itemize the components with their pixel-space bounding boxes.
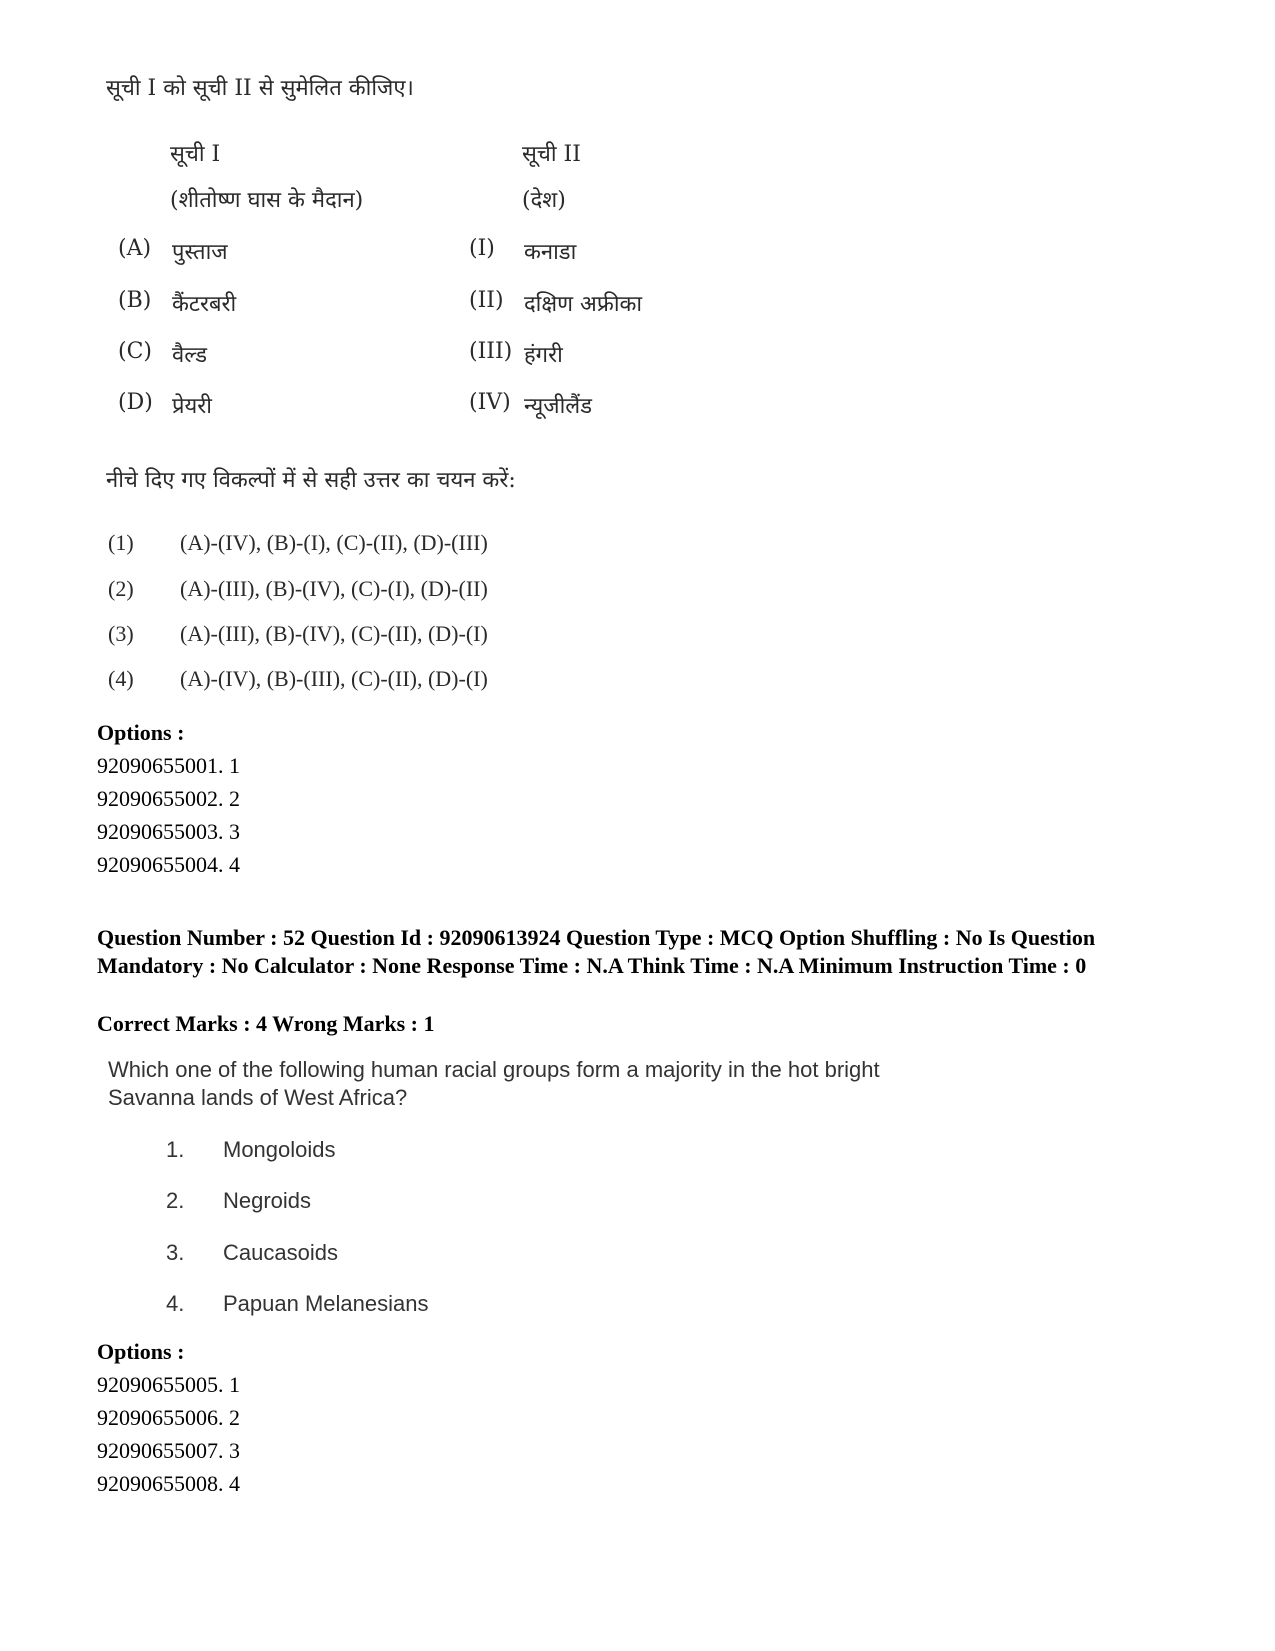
question-text: Which one of the following human racial groups form a majority in the hot bright: [108, 1057, 880, 1082]
list2-label-1: (I): [469, 236, 495, 261]
answer-combination: (A)-(IV), (B)-(III), (C)-(II), (D)-(I): [180, 666, 488, 691]
list1-label-d: (D): [118, 390, 153, 415]
choice-text: Papuan Melanesians: [223, 1291, 429, 1316]
list1-item-d: प्रेयरी: [172, 394, 212, 419]
option-line: 92090655004. 4: [97, 852, 240, 877]
list1-item-b: कैंटरबरी: [172, 292, 237, 317]
question-text: Savanna lands of West Africa?: [108, 1085, 408, 1110]
list1-label-c: (C): [118, 339, 152, 364]
option-line: 92090655003. 3: [97, 819, 240, 844]
options-heading: Options :: [97, 720, 185, 745]
answer-combination: (A)-(III), (B)-(IV), (C)-(I), (D)-(II): [180, 576, 488, 601]
choice-number: 4.: [166, 1291, 185, 1316]
list2-subtitle: (देश): [522, 188, 566, 213]
option-line: 92090655002. 2: [97, 786, 240, 811]
list2-item-2: दक्षिण अफ्रीका: [524, 292, 643, 317]
answer-number: (4): [108, 666, 134, 691]
option-line: 92090655006. 2: [97, 1405, 240, 1430]
list1-label-a: (A): [118, 236, 152, 261]
list2-label-2: (II): [469, 288, 504, 313]
list1-item-c: वैल्ड: [172, 343, 208, 368]
question-meta: Question Number : 52 Question Id : 92090613924 Question Type : MCQ Option Shuffling : No Is Question Mandatory : No Calculator : None Response Time : N.A Think Time : N.A Minimum Instruction Time : 0: [97, 925, 1096, 978]
option-line: 92090655008. 4: [97, 1471, 240, 1496]
list2-item-1: कनाडा: [524, 240, 577, 265]
list2-title: सूची II: [522, 142, 581, 167]
choice-text: Caucasoids: [223, 1240, 338, 1265]
list2-item-4: न्यूजीलैंड: [524, 394, 592, 419]
list1-label-b: (B): [118, 288, 152, 313]
option-line: 92090655005. 1: [97, 1372, 240, 1397]
list2-label-3: (III): [469, 339, 513, 364]
option-line: 92090655001. 1: [97, 753, 240, 778]
choice-text: Negroids: [223, 1188, 312, 1213]
list1-subtitle: (शीतोष्ण घास के मैदान): [170, 188, 364, 213]
choose-instruction: नीचे दिए गए विकल्पों में से सही उत्तर का चयन करें:: [106, 468, 516, 493]
choice-number: 2.: [166, 1188, 185, 1213]
answer-combination: (A)-(IV), (B)-(I), (C)-(II), (D)-(III): [180, 530, 488, 555]
list2-label-4: (IV): [469, 390, 511, 415]
question-marks: Correct Marks : 4 Wrong Marks : 1: [97, 1011, 435, 1036]
option-line: 92090655007. 3: [97, 1438, 240, 1463]
choice-number: 3.: [166, 1240, 185, 1265]
list1-item-a: पुस्ताज: [172, 240, 228, 265]
list2-item-3: हंगरी: [524, 343, 563, 368]
choice-number: 1.: [166, 1137, 185, 1162]
answer-number: (2): [108, 576, 134, 601]
choice-text: Mongoloids: [223, 1137, 336, 1162]
match-instruction: सूची I को सूची II से सुमेलित कीजिए।: [106, 76, 414, 101]
answer-combination: (A)-(III), (B)-(IV), (C)-(II), (D)-(I): [180, 621, 488, 646]
list1-title: सूची I: [170, 142, 221, 167]
answer-number: (3): [108, 621, 134, 646]
options-heading: Options :: [97, 1339, 185, 1364]
answer-number: (1): [108, 530, 134, 555]
